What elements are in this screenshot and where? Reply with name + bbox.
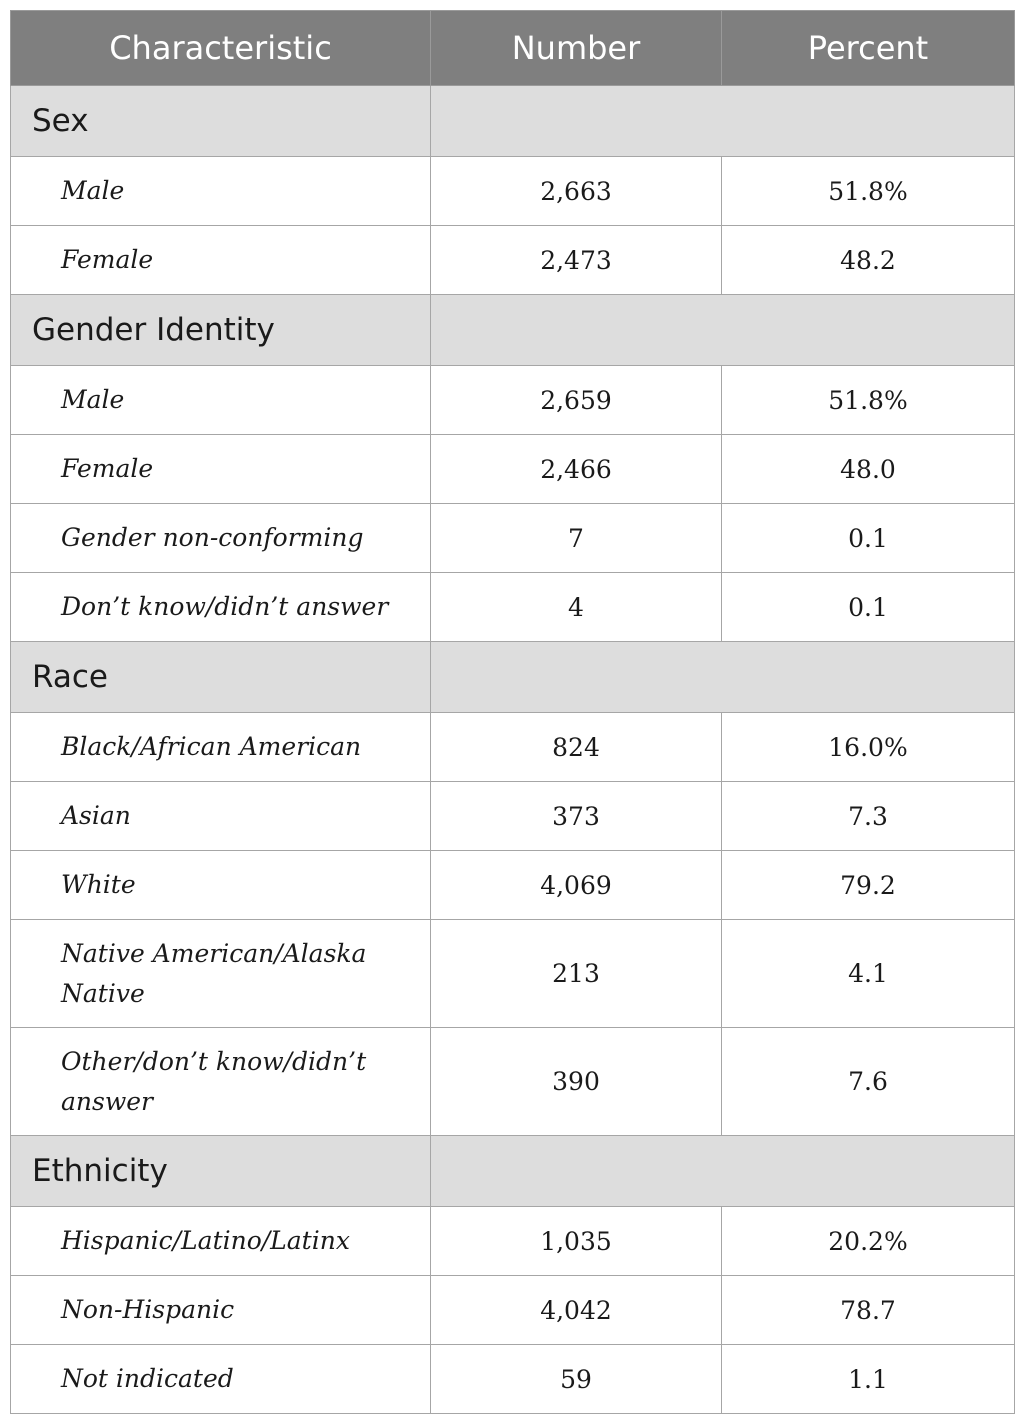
row-percent: 78.7 (722, 1276, 1015, 1345)
row-label: Black/African American (11, 713, 431, 782)
row-percent: 4.1 (722, 920, 1015, 1028)
section-title: Sex (11, 86, 431, 157)
row-label: Hispanic/Latino/Latinx (11, 1207, 431, 1276)
row-label: White (11, 851, 431, 920)
row-number: 2,659 (431, 366, 722, 435)
row-label: Female (11, 435, 431, 504)
table-row (11, 435, 1015, 504)
table-row (11, 1345, 1015, 1414)
section-spacer (431, 295, 1015, 366)
row-number: 390 (431, 1028, 722, 1136)
row-percent: 7.6 (722, 1028, 1015, 1136)
table-row (11, 226, 1015, 295)
table-row (11, 366, 1015, 435)
row-percent: 1.1 (722, 1345, 1015, 1414)
header-percent: Percent (722, 11, 1015, 86)
row-percent: 20.2% (722, 1207, 1015, 1276)
row-percent: 48.0 (722, 435, 1015, 504)
row-number: 59 (431, 1345, 722, 1414)
row-percent: 7.3 (722, 782, 1015, 851)
row-percent: 51.8% (722, 366, 1015, 435)
section-spacer (431, 642, 1015, 713)
table-row (11, 1276, 1015, 1345)
row-label: Native American/Alaska Native (11, 920, 431, 1028)
row-number: 1,035 (431, 1207, 722, 1276)
row-label: Gender non-conforming (11, 504, 431, 573)
section-row-sex (11, 86, 1015, 157)
table-row (11, 851, 1015, 920)
section-spacer (431, 86, 1015, 157)
section-title: Ethnicity (11, 1136, 431, 1207)
header-number: Number (431, 11, 722, 86)
row-number: 4 (431, 573, 722, 642)
table-row (11, 1207, 1015, 1276)
row-label: Non-Hispanic (11, 1276, 431, 1345)
row-number: 824 (431, 713, 722, 782)
row-label: Other/don’t know/didn’t answer (11, 1028, 431, 1136)
table-row (11, 713, 1015, 782)
table-row (11, 920, 1015, 1028)
section-title: Race (11, 642, 431, 713)
row-percent: 0.1 (722, 573, 1015, 642)
table-row (11, 157, 1015, 226)
section-row-ethnicity (11, 1136, 1015, 1207)
section-spacer (431, 1136, 1015, 1207)
row-label: Male (11, 157, 431, 226)
row-number: 2,473 (431, 226, 722, 295)
row-label: Asian (11, 782, 431, 851)
table-row (11, 504, 1015, 573)
row-percent: 51.8% (722, 157, 1015, 226)
header-row (11, 11, 1015, 86)
row-percent: 79.2 (722, 851, 1015, 920)
row-number: 373 (431, 782, 722, 851)
section-row-gender-identity (11, 295, 1015, 366)
row-label: Don’t know/didn’t answer (11, 573, 431, 642)
table-row (11, 782, 1015, 851)
row-label: Female (11, 226, 431, 295)
row-percent: 0.1 (722, 504, 1015, 573)
row-percent: 48.2 (722, 226, 1015, 295)
section-title: Gender Identity (11, 295, 431, 366)
demographics-table (10, 10, 1015, 1414)
row-percent: 16.0% (722, 713, 1015, 782)
row-label: Male (11, 366, 431, 435)
section-row-race (11, 642, 1015, 713)
row-number: 4,042 (431, 1276, 722, 1345)
table-row (11, 573, 1015, 642)
row-number: 7 (431, 504, 722, 573)
row-number: 2,663 (431, 157, 722, 226)
row-number: 4,069 (431, 851, 722, 920)
row-number: 213 (431, 920, 722, 1028)
row-label: Not indicated (11, 1345, 431, 1414)
table-row (11, 1028, 1015, 1136)
header-characteristic: Characteristic (11, 11, 431, 86)
row-number: 2,466 (431, 435, 722, 504)
